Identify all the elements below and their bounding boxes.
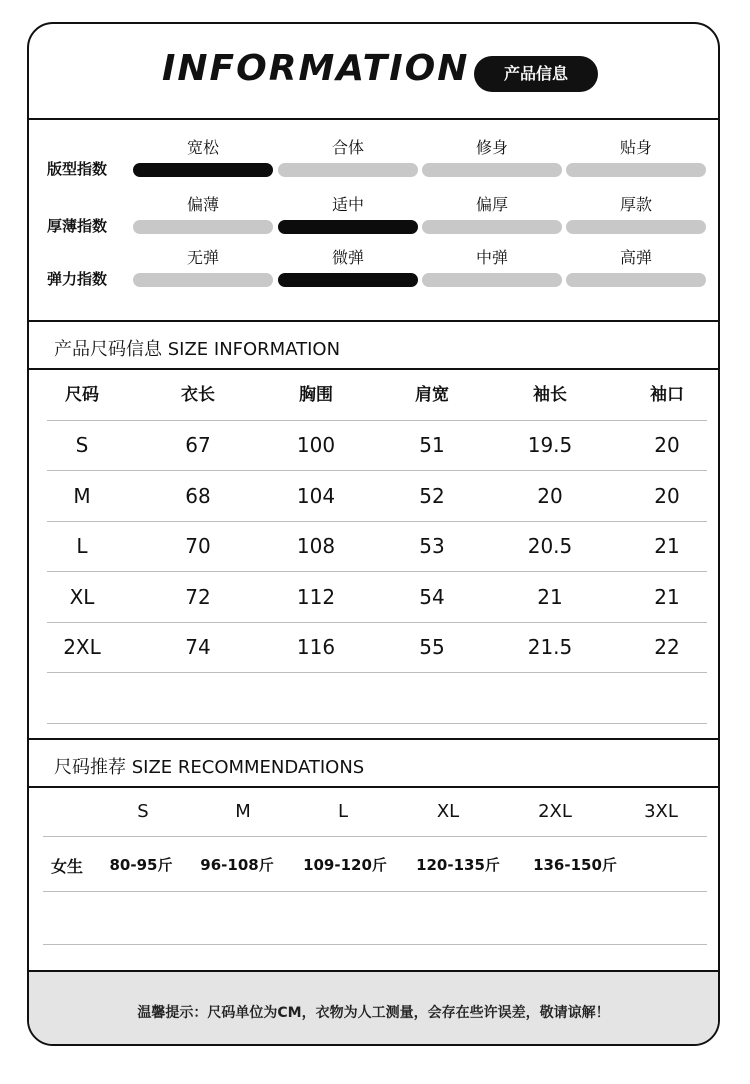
rec-weight: 136-150斤: [533, 856, 617, 874]
index-bar: [422, 273, 562, 287]
footer-note: 温馨提示：尺码单位为CM，衣物为人工测量，会存在些许误差，敬请谅解！: [137, 1005, 610, 1021]
rec-weight: 96-108斤: [200, 856, 274, 874]
table-header-cell: 衣长: [181, 385, 215, 405]
table-cell: M: [73, 484, 91, 508]
table-row: [47, 572, 707, 623]
title-badge: 产品信息: [474, 56, 598, 92]
table-cell: 21: [654, 534, 680, 558]
rec-size: L: [337, 801, 349, 822]
table-cell: 100: [296, 433, 336, 457]
table-row: [47, 471, 707, 522]
table-cell: 112: [296, 585, 336, 609]
index-name: 弹力指数: [47, 270, 108, 288]
table-header-cell: 袖口: [650, 385, 684, 405]
table-cell: S: [75, 433, 89, 457]
table-cell: L: [76, 534, 88, 558]
index-option: 偏薄: [186, 195, 219, 214]
rec-weight-row: [43, 837, 707, 892]
index-name: 厚薄指数: [47, 217, 108, 235]
table-cell: 20: [654, 484, 680, 508]
size-info-title: 产品尺码信息 SIZE INFORMATION: [54, 339, 341, 360]
page-title: INFORMATION: [162, 48, 470, 89]
rec-weight: 80-95斤: [109, 856, 173, 874]
index-bar: [133, 163, 273, 177]
index-option: 宽松: [186, 138, 219, 157]
table-cell: 72: [185, 585, 211, 609]
size-rec-title: 尺码推荐 SIZE RECOMMENDATIONS: [54, 757, 365, 778]
table-cell: 55: [419, 635, 445, 659]
index-option: 贴身: [619, 138, 652, 157]
index-bar: [133, 273, 273, 287]
table-cell: 74: [185, 635, 211, 659]
index-bar: [278, 273, 418, 287]
index-section: [29, 120, 718, 322]
table-cell: 21: [537, 585, 563, 609]
index-row-fit: [29, 120, 718, 176]
rec-size: XL: [436, 801, 460, 822]
table-cell: 52: [419, 484, 445, 508]
table-cell: 20: [537, 484, 563, 508]
table-cell: 67: [185, 433, 211, 457]
index-row-elasticity: [29, 230, 718, 286]
size-rec-heading: [29, 740, 718, 788]
index-bar: [278, 163, 418, 177]
table-cell: 70: [185, 534, 211, 558]
index-option: 中弹: [475, 248, 508, 267]
rec-size: 3XL: [644, 801, 678, 822]
table-cell: 22: [654, 635, 680, 659]
rec-size: M: [235, 801, 251, 822]
table-header-cell: 尺码: [65, 385, 99, 405]
index-bar: [566, 273, 706, 287]
index-row-thickness: [29, 177, 718, 233]
table-cell: 19.5: [527, 433, 573, 457]
index-option: 高弹: [619, 248, 652, 267]
table-row-empty: [47, 673, 707, 724]
table-cell: 2XL: [63, 635, 101, 659]
index-bar: [422, 163, 562, 177]
header: [29, 24, 718, 120]
table-cell: 54: [419, 585, 445, 609]
index-option: 适中: [331, 195, 364, 214]
rec-size-row: [43, 788, 707, 837]
index-option: 微弹: [331, 248, 364, 267]
table-header-cell: 肩宽: [415, 385, 449, 405]
info-card: [27, 22, 720, 1046]
index-option: 无弹: [186, 248, 219, 267]
table-cell: 21.5: [527, 635, 573, 659]
index-option: 修身: [475, 138, 508, 157]
table-cell: 116: [296, 635, 336, 659]
table-row: [47, 521, 707, 572]
table-cell: 20: [654, 433, 680, 457]
index-option: 合体: [331, 138, 364, 157]
table-cell: 21: [654, 585, 680, 609]
table-header-cell: 胸围: [299, 385, 333, 405]
footer-note-bar: [29, 970, 718, 1046]
table-cell: 51: [419, 433, 445, 457]
table-cell: 108: [296, 534, 336, 558]
rec-row-empty: [43, 892, 707, 945]
rec-size: S: [137, 801, 149, 822]
size-info-heading: [29, 322, 718, 370]
table-cell: 20.5: [527, 534, 573, 558]
table-cell: 104: [296, 484, 336, 508]
index-option: 厚款: [619, 195, 652, 214]
rec-size: 2XL: [538, 801, 572, 822]
table-row: [47, 622, 707, 673]
table-cell: 68: [185, 484, 211, 508]
rec-row-label: 女生: [51, 857, 84, 876]
rec-weight: 109-120斤: [303, 856, 387, 874]
index-name: 版型指数: [47, 160, 108, 178]
table-cell: 53: [419, 534, 445, 558]
table-header-row: [47, 370, 707, 421]
table-header-cell: 袖长: [533, 385, 567, 405]
rec-weight: 120-135斤: [416, 856, 500, 874]
table-cell: XL: [69, 585, 95, 609]
index-option: 偏厚: [475, 195, 508, 214]
index-bar: [566, 163, 706, 177]
table-row: [47, 420, 707, 471]
